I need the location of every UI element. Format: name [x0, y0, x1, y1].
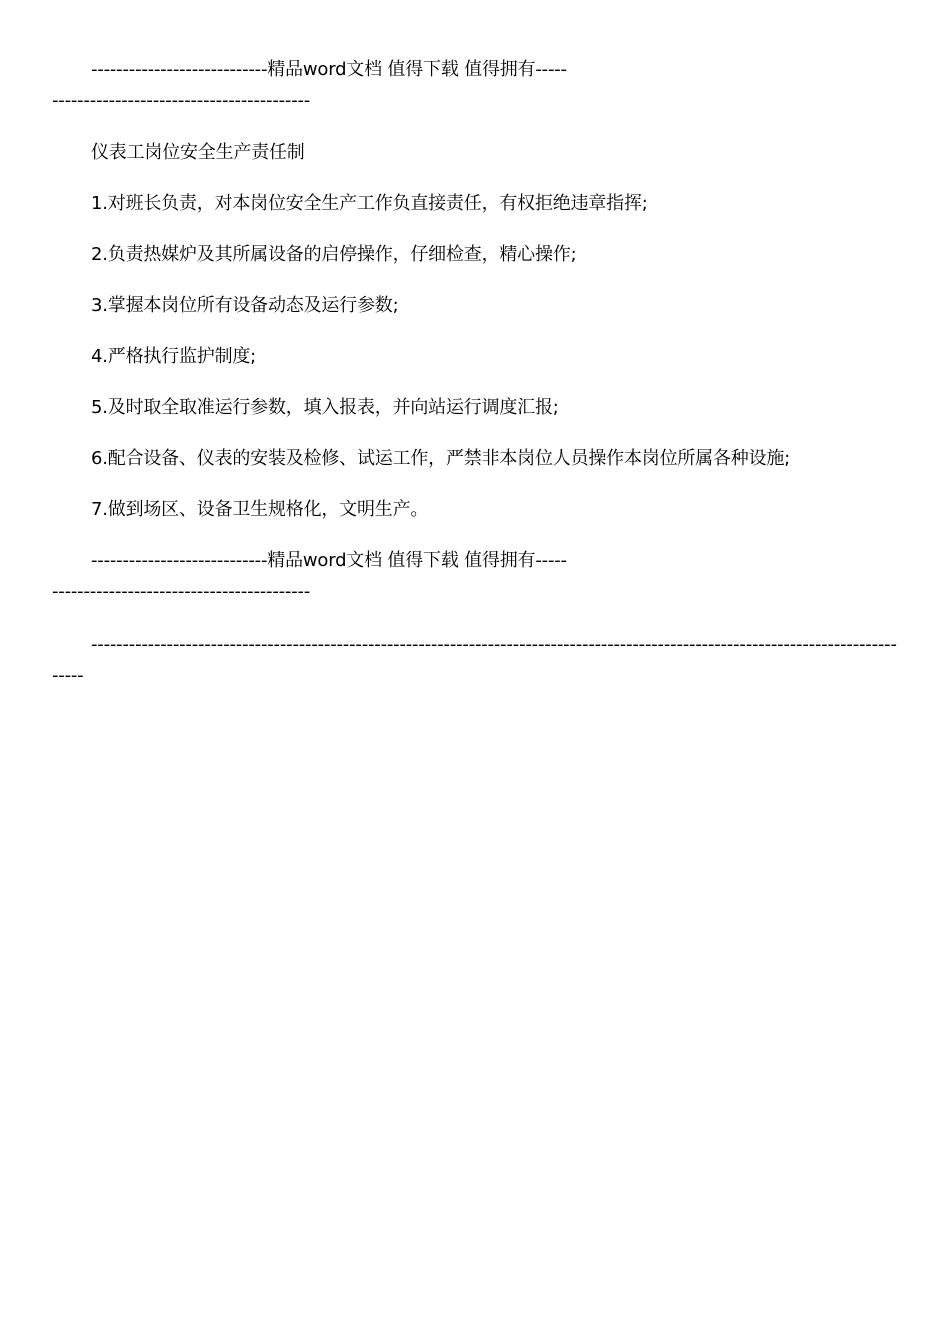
list-item: 2.负责热媒炉及其所属设备的启停操作，仔细检查，精心操作;	[91, 244, 577, 265]
list-item: 5.及时取全取准运行参数，填入报表，并向站运行调度汇报;	[91, 397, 559, 418]
footer-banner: ----------------------------精品word文档 值得下载 值得拥有----------------------------------------------	[52, 550, 567, 602]
header-banner: ----------------------------精品word文档 值得下载 值得拥有----------------------------------------------	[52, 59, 567, 111]
separator-line: -------------------------------------------------------------------------------------------------------------------------------------	[52, 634, 897, 686]
list-item: 6.配合设备、仪表的安装及检修、试运工作，严禁非本岗位人员操作本岗位所属各种设施;	[91, 448, 791, 469]
list-item: 1.对班长负责，对本岗位安全生产工作负直接责任，有权拒绝违章指挥;	[91, 193, 648, 214]
list-item: 4.严格执行监护制度;	[91, 346, 257, 367]
list-item: 7.做到场区、设备卫生规格化，文明生产。	[91, 499, 429, 520]
list-item: 3.掌握本岗位所有设备动态及运行参数;	[91, 295, 399, 316]
document-title: 仪表工岗位安全生产责任制	[91, 142, 305, 163]
